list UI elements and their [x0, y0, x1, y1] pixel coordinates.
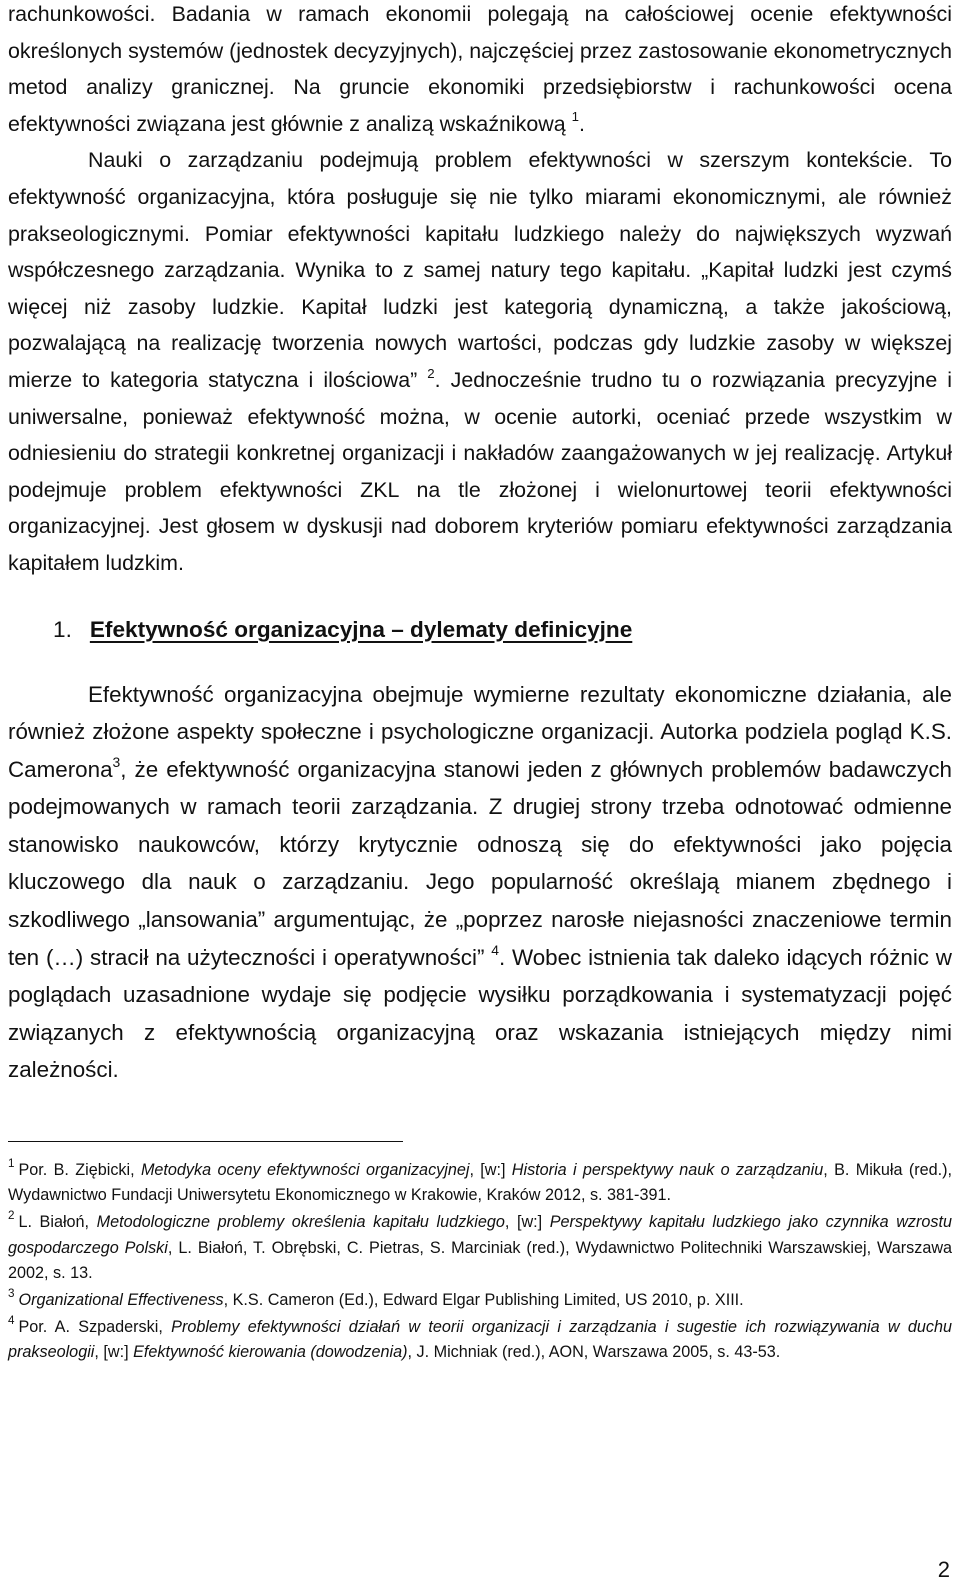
- footnote-text: , B. Mikuła (red.), Wydawnictwo Fundacji Uniwersytetu Ekonomicznego w Krakowie, Kraków 2012, s. 381-391.: [8, 1161, 952, 1205]
- footnote-ref-1[interactable]: 1: [571, 109, 579, 125]
- section-heading: [8, 611, 952, 648]
- footnote-3: [8, 1288, 952, 1313]
- footnote-2: [8, 1210, 952, 1286]
- intro-text-2: Nauki o zarządzaniu podejmują problem efektywności w szerszym kontekście. To efektywność organizacyjna, która posługuje się nie tylko miarami ekonomicznymi, ale również prakseologicznymi. Pomiar efektywności kapitału ludzkiego należy do największych wyzwań współczesnego zarządzania. Wynika to z samej natury tego kapitału. „Kapitał ludzki jest czymś więcej niż zasoby ludzkie. Kapitał ludzki jest kategorią dynamiczną, a także jakościową, pozwalającą na realizację tworzenia nowych wartości, podczas gdy ludzkie zasoby w większej mierze to kategoria statyczna i ilościowa”: [8, 148, 952, 392]
- section-text-1: Efektywność organizacyjna obejmuje wymierne rezultaty ekonomiczne działania, ale również złożone aspekty społeczne i psychologiczne organizacji. Autorka podziela pogląd K.S. Camerona: [8, 681, 952, 782]
- section-text-3: . Wobec istnienia tak daleko idących różnic w poglądach uzasadnione wydaje się podjęcie wysiłku porządkowania i systematyzacji pojęć związanych z efektywnością organizacyjną oraz wskazania istniejących między nimi zależności.: [8, 944, 952, 1083]
- footnote-text: Metodyka oceny efektywności organizacyjnej: [140, 1161, 470, 1180]
- footnote-text: , L. Białoń, T. Obrębski, C. Pietras, S. Marciniak (red.), Wydawnictwo Politechniki Warszawskiej, Warszawa 2002, s. 13.: [8, 1238, 953, 1282]
- footnote-text: , K.S. Cameron (Ed.), Edward Elgar Publishing Limited, US 2010, p. XIII.: [223, 1291, 744, 1310]
- footnote-text: Historia i perspektywy nauk o zarządzaniu: [511, 1161, 824, 1180]
- footnote-text: , J. Michniak (red.), AON, Warszawa 2005, s. 43-53.: [407, 1343, 781, 1362]
- footnote-text: , [w:]: [504, 1213, 550, 1232]
- footnote-ref-4[interactable]: 4: [491, 941, 499, 958]
- footnote-text: , [w:]: [469, 1161, 512, 1180]
- footnote-mark: 1: [8, 1156, 15, 1170]
- footnote-1: [8, 1158, 952, 1208]
- footnote-text: Por. A. Szpaderski,: [18, 1318, 172, 1337]
- footnote-text: , [w:]: [94, 1343, 134, 1362]
- footnote-separator: [8, 1141, 403, 1142]
- intro-text-3: . Jednocześnie trudno tu o rozwiązania precyzyjne i uniwersalne, ponieważ efektywność można, w ocenie autorki, oceniać przede wszystkim w odniesieniu do strategii konkretnej organizacji i nakładów zaangażowanych w jej realizację. Artykuł podejmuje problem efektywności ZKL na tle złożonej i wielonurtowej teorii efektywności organizacyjnej. Jest głosem w dyskusji nad doborem kryteriów pomiaru efektywności zarządzania kapitałem ludzkim.: [8, 367, 953, 575]
- footnote-text: Por. B. Ziębicki,: [18, 1161, 141, 1180]
- section-paragraph: [8, 676, 952, 1090]
- footnote-text: Organizational Effectiveness: [18, 1291, 224, 1310]
- section-number: 1.: [53, 616, 72, 642]
- page-number: 2: [937, 1557, 950, 1582]
- footnote-text: L. Białoń,: [18, 1213, 97, 1232]
- footnote-text: Metodologiczne problemy określenia kapitału ludzkiego: [96, 1213, 505, 1232]
- footnote-mark: 4: [8, 1314, 15, 1328]
- footnote-mark: 2: [8, 1209, 15, 1223]
- intro-text-1: rachunkowości. Badania w ramach ekonomii polegają na całościowej ocenie efektywności określonych systemów (jednostek decyzyjnych), najczęściej przez zastosowanie ekonometrycznych metod analizy granicznej. Na gruncie ekonomiki przedsiębiorstw i rachunkowości ocena efektywności związana jest głównie z analizą wskaźnikową: [8, 2, 952, 136]
- intro-paragraph: [8, 0, 952, 582]
- footnote-ref-3[interactable]: 3: [112, 753, 121, 770]
- footnote-text: Problemy efektywności działań w teorii organizacji i zarządzania i sugestie ich rozwiązywania w duchu prakseologii: [8, 1318, 952, 1362]
- footnotes: [8, 1158, 952, 1366]
- footnote-text: Perspektywy kapitału ludzkiego jako czynnika wzrostu gospodarczego Polski: [8, 1213, 952, 1257]
- footnote-ref-2[interactable]: 2: [427, 365, 435, 381]
- section-text-2: , że efektywność organizacyjna stanowi jeden z głównych problemów badawczych podejmowanych w ramach teorii zarządzania. Z drugiej strony trzeba odnotować odmienne stanowisko naukowców, którzy krytycznie odnoszą się do efektywności jako pojęcia kluczowego dla nauk o zarządzaniu. Jego popularność określają mianem zbędnego i szkodliwego „lansowania” argumentując, że „poprzez narosłe niejasności znaczeniowe termin ten (…) stracił na użyteczności i operatywności”: [8, 756, 952, 970]
- footnote-text: Efektywność kierowania (dowodzenia): [133, 1343, 408, 1362]
- footnote-mark: 3: [8, 1286, 15, 1300]
- section-title: Efektywność organizacyjna – dylematy definicyjne: [89, 616, 633, 642]
- footnote-4: [8, 1315, 952, 1365]
- intro-text-1-end: .: [578, 111, 585, 136]
